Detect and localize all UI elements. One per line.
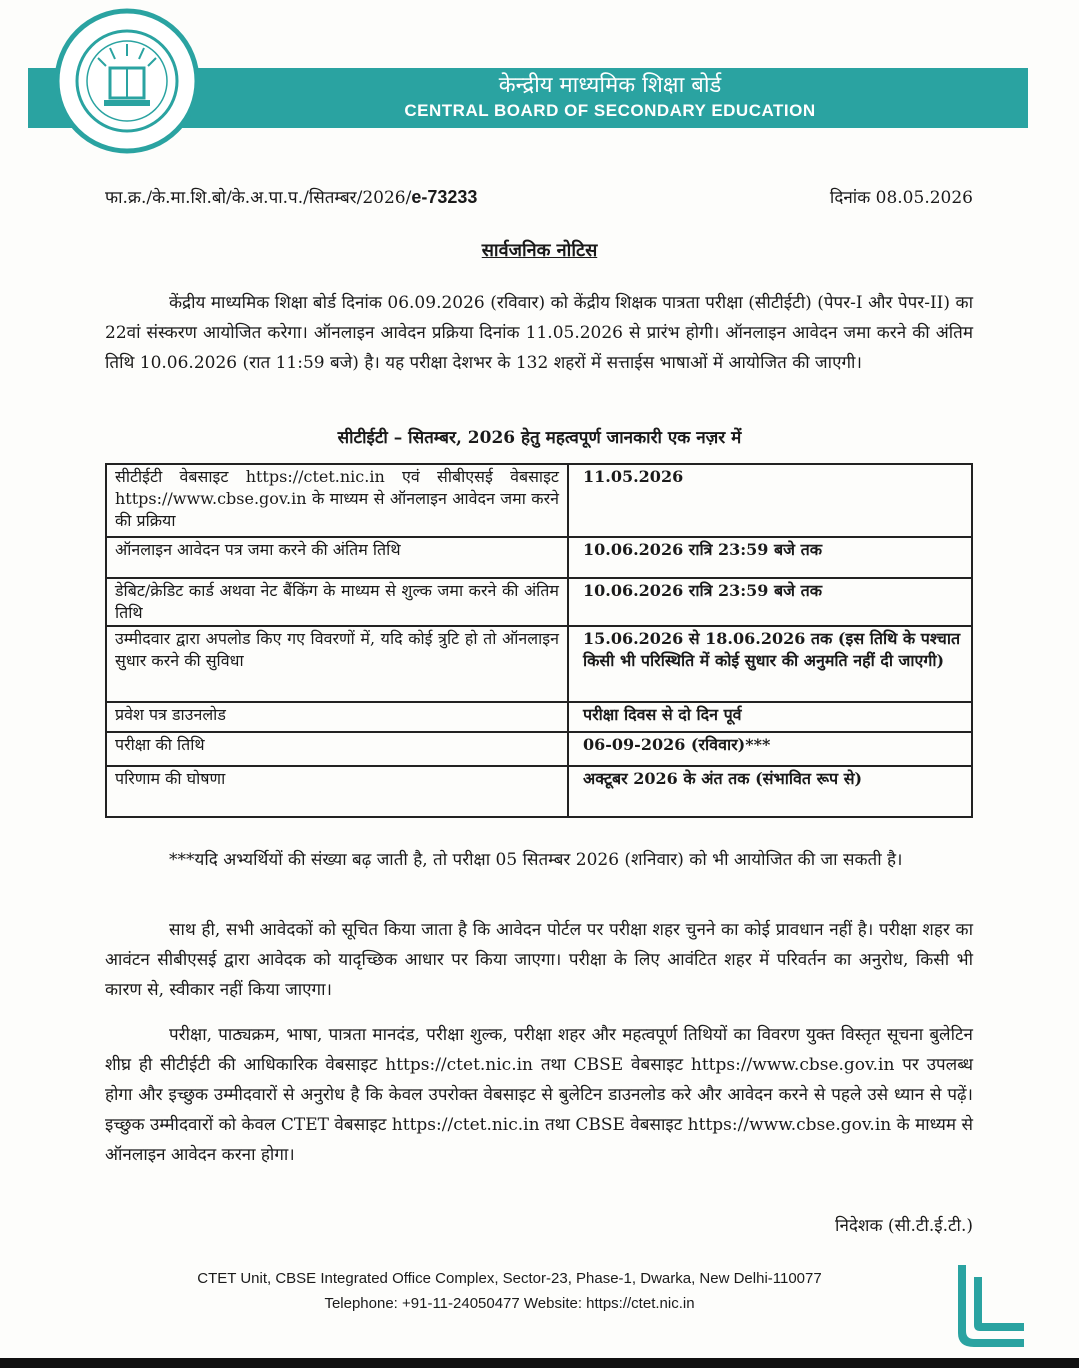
row-value: 10.06.2026 रात्रि 23:59 बजे तक: [568, 578, 972, 626]
table-row: [106, 732, 972, 766]
row-value: 10.06.2026 रात्रि 23:59 बजे तक: [568, 537, 972, 578]
city-allotment-paragraph-text: साथ ही, सभी आवेदकों को सूचित किया जाता है कि आवेदन पोर्टल पर परीक्षा शहर चुनने का कोई प्रावधान नहीं है। परीक्षा शहर का आवंटन सीबीएसई द्वारा आवेदक को यादृच्छिक आधार पर किया जाएगा। परीक्षा के लिए आवंटित शहर में परिवर्तन का अनुरोध, किसी भी कारण से, स्वीकार नहीं किया जाएगा।: [105, 920, 973, 1000]
signature: निदेशक (सी.टी.ई.टी.): [835, 1216, 973, 1236]
cbse-seal-icon: [52, 6, 202, 156]
reference-number: [105, 185, 477, 208]
reference-code: e-73233: [411, 187, 478, 207]
row-label: ऑनलाइन आवेदन पत्र जमा करने की अंतिम तिथि: [106, 537, 568, 578]
row-value: अक्टूबर 2026 के अंत तक (संभावित रूप से): [568, 766, 972, 817]
ctet-logo-icon: [940, 1255, 1030, 1355]
table-caption: सीटीईटी – सितम्बर, 2026 हेतु महत्वपूर्ण जानकारी एक नज़र में: [337, 428, 742, 448]
row-label: उम्मीदवार द्वारा अपलोड किए गए विवरणों में, यदि कोई त्रुटि हो तो ऑनलाइन सुधार करने की सुविधा: [106, 626, 568, 702]
table-row: [106, 702, 972, 732]
table-row: [106, 578, 972, 626]
footnote-paragraph: [105, 845, 973, 875]
header-title-block: [200, 68, 1020, 128]
row-label: प्रवेश पत्र डाउनलोड: [106, 702, 568, 732]
table-row: [106, 464, 972, 537]
table-row: [106, 626, 972, 702]
row-value: परीक्षा दिवस से दो दिन पूर्व: [568, 702, 972, 732]
row-value: 06-09-2026 (रविवार)***: [568, 732, 972, 766]
notice-date: दिनांक 08.05.2026: [829, 188, 973, 208]
bulletin-paragraph-text: परीक्षा, पाठ्यक्रम, भाषा, पात्रता मानदंड, परीक्षा शुल्क, परीक्षा शहर और महत्वपूर्ण तिथियों का विवरण युक्त विस्तृत सूचना बुलेटिन शीघ्र ही सीटीईटी की आधिकारिक वेबसाइट https://ctet.nic.in तथा CBSE वेबसाइट https://www.cbse.gov.in पर उपलब्ध होगा और इच्छुक उम्मीदवारों से अनुरोध है कि केवल उपरोक्त वेबसाइट से बुलेटिन डाउनलोड करे और आवेदन करने से पहले उसे ध्यान से पढ़ें। इच्छुक उम्मीदवारों को केवल CTET वेबसाइट https://ctet.nic.in तथा CBSE वेबसाइट https://www.cbse.gov.in के माध्यम से ऑनलाइन आवेदन करना होगा।: [105, 1025, 973, 1165]
row-label: परीक्षा की तिथि: [106, 732, 568, 766]
row-label: डेबिट/क्रेडिट कार्ड अथवा नेट बैंकिंग के माध्यम से शुल्क जमा करने की अंतिम तिथि: [106, 578, 568, 626]
reference-prefix: फा.क्र./के.मा.शि.बो/के.अ.पा.प./सितम्बर/2026/: [105, 188, 412, 208]
table-row: [106, 537, 972, 578]
row-label: परिणाम की घोषणा: [106, 766, 568, 817]
footnote-paragraph-text: ***यदि अभ्यर्थियों की संख्या बढ़ जाती है, तो परीक्षा 05 सितम्बर 2026 (शनिवार) को भी आयोजित की जा सकती है।: [169, 850, 903, 870]
intro-paragraph: [105, 288, 973, 378]
city-allotment-paragraph: [105, 915, 973, 1005]
row-value: 15.06.2026 से 18.06.2026 तक (इस तिथि के पश्चात किसी भी परिस्थिति में कोई सुधार की अनुमति नहीं दी जाएगी): [568, 626, 972, 702]
board-name-english: CENTRAL BOARD OF SECONDARY EDUCATION: [404, 101, 816, 120]
board-name-hindi: केन्द्रीय माध्यमिक शिक्षा बोर्ड: [498, 73, 722, 98]
footer-address: CTET Unit, CBSE Integrated Office Complex, Sector-23, Phase-1, Dwarka, New Delhi-110077: [197, 1270, 822, 1287]
bulletin-paragraph: [105, 1020, 973, 1170]
intro-paragraph-text: केंद्रीय माध्यमिक शिक्षा बोर्ड दिनांक 06.09.2026 (रविवार) को केंद्रीय शिक्षक पात्रता परीक्षा (सीटीईटी) (पेपर-I और पेपर-II) का 22वां संस्करण आयोजित करेगा। ऑनलाइन आवेदन प्रक्रिया दिनांक 11.05.2026 से प्रारंभ होगी। ऑनलाइन आवेदन जमा करने की अंतिम तिथि 10.06.2026 (रात 11:59 बजे) है। यह परीक्षा देशभर के 132 शहरों में सत्ताईस भाषाओं में आयोजित की जाएगी।: [105, 293, 973, 373]
footer-contact: Telephone: +91-11-24050477 Website: https://ctet.nic.in: [324, 1295, 695, 1312]
row-label: सीटीईटी वेबसाइट https://ctet.nic.in एवं सीबीएसई वेबसाइट https://www.cbse.gov.in के माध्यम से ऑनलाइन आवेदन जमा करने की प्रक्रिया: [106, 464, 568, 537]
row-value: 11.05.2026: [568, 464, 972, 537]
notice-title: सार्वजनिक नोटिस: [481, 240, 598, 261]
info-table: [105, 463, 973, 818]
bottom-border: [0, 1358, 1079, 1368]
table-row: [106, 766, 972, 817]
